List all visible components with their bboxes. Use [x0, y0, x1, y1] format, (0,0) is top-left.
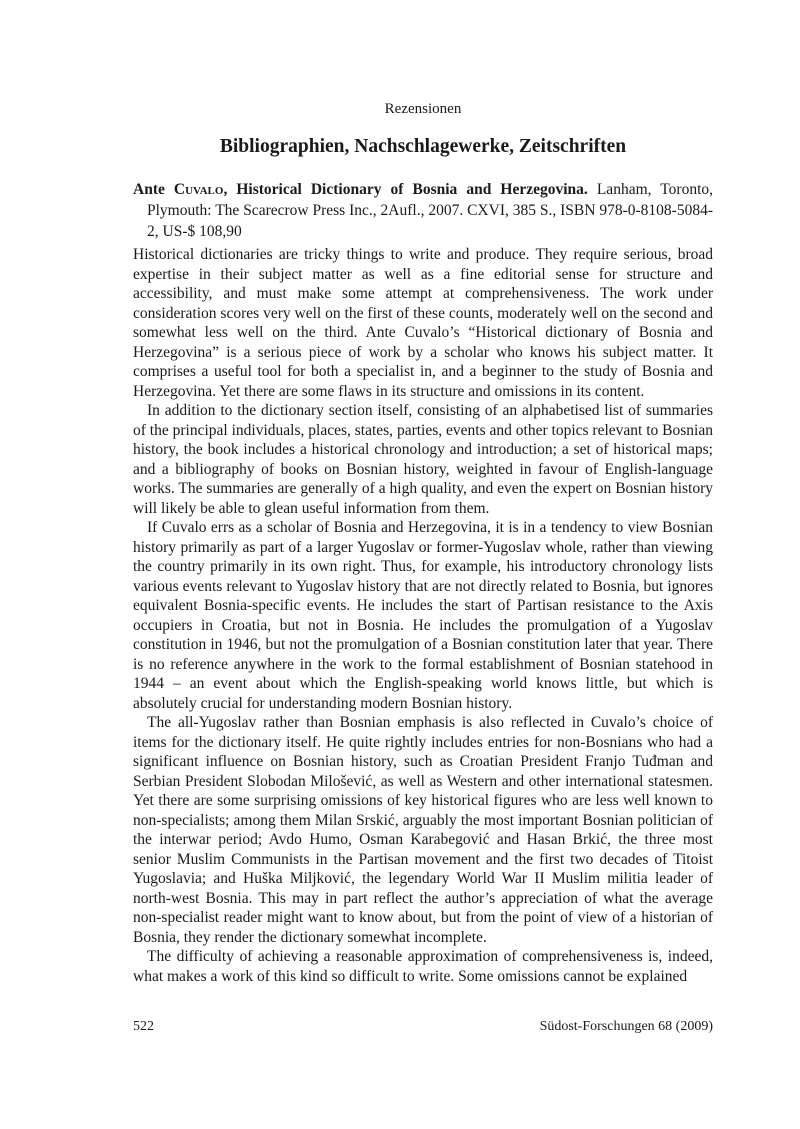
section-title: Bibliographien, Nachschlagewerke, Zeitschriften	[219, 136, 627, 157]
running-head: Rezensionen	[384, 101, 462, 117]
paragraph-1: Historical dictionaries are tricky things to write and produce. They require serious, broad expertise in their subject matter as well as a fine editorial sense for structure and accessibility, and must make some attempt at comprehensiveness. The work under consideration scores very well on the first of these counts, moderately well on the second and somewhat less well on the third. Ante Cuvalo’s “Historical dictionary of Bosnia and Herzegovina” is a serious piece of work by a scholar who knows his subject matter. It comprises a useful tool for both a specialist in, and a beginner to the study of Bosnia and Herzegovina. Yet there are some flaws in its structure and omissions in its content.	[133, 246, 713, 400]
paragraph-5: The difficulty of achieving a reasonable approximation of comprehensiveness is, indeed, what makes a work of this kind so difficult to write. Some omissions cannot be explained	[133, 948, 713, 985]
review-body	[133, 245, 713, 986]
citation-author-last: Cuvalo	[173, 181, 224, 198]
citation-details: Aufl., 2007. CXVI, 385 S., ISBN 978-0-8108-5084-2, US-$ 108,90	[147, 202, 713, 240]
page-number: 522	[133, 1019, 154, 1034]
book-citation	[133, 179, 713, 242]
paragraph-3: If Cuvalo errs as a scholar of Bosnia and Herzegovina, it is in a tendency to view Bosnian history primarily as part of a larger Yugoslav or former-Yugoslav whole, rather than viewing the country primarily in its own right. Thus, for example, his introductory chronology lists various events relevant to Yugoslav history that are not directly related to Bosnia, but ignores equivalent Bosnia-specific events. He includes the start of Partisan resistance to the Axis occupiers in Croatia, but not in Bosnia. He includes the promulgation of a Yugoslav constitution in 1946, but not the promulgation of a Bosnian constitution later that year. There is no reference anywhere in the work to the formal establishment of Bosnian statehood in 1944 – an event about which the English-speaking world knows little, but which is absolutely crucial for understanding modern Bosnian history.	[133, 519, 713, 712]
citation-title: , Historical Dictionary of Bosnia and Herzegovina.	[223, 181, 588, 198]
paragraph-2: In addition to the dictionary section itself, consisting of an alphabetised list of summaries of the principal individuals, places, states, parties, events and other topics relevant to Bosnian history, the book includes a historical chronology and introduction; a set of historical maps; and a bibliography of books on Bosnian history, weighted in favour of English-language works. The summaries are generally of a high quality, and even the expert on Bosnian history will likely be able to glean useful information from them.	[133, 402, 713, 517]
citation-publisher: Lanham, Toronto, Plymouth: The Scarecrow Press Inc., 2	[147, 181, 714, 219]
paragraph-4: The all-Yugoslav rather than Bosnian emphasis is also reflected in Cuvalo’s choice of items for the dictionary itself. He quite rightly includes entries for non-Bosnians who had a significant influence on Bosnian history, such as Croatian President Franjo Tuđman and Serbian President Slobodan Milošević, as well as Western and other international statesmen. Yet there are some surprising omissions of key historical figures who are less well known to non-specialists; among them Milan Srskić, arguably the most important Bosnian politician of the interwar period; Avdo Humo, Osman Karabegović and Hasan Brkić, the three most senior Muslim Communists in the Partisan movement and the first two decades of Titoist Yugoslavia; and Huška Miljković, the legendary World War II Muslim militia leader of north-west Bosnia. This may in part reflect the author’s appreciation of what the average non-specialist reader might want to know about, but from the point of view of a historian of Bosnia, they render the dictionary somewhat incomplete.	[133, 714, 713, 946]
journal-name: Südost-Forschungen 68 (2009)	[539, 1019, 713, 1034]
citation-author-first: Ante	[133, 181, 174, 198]
